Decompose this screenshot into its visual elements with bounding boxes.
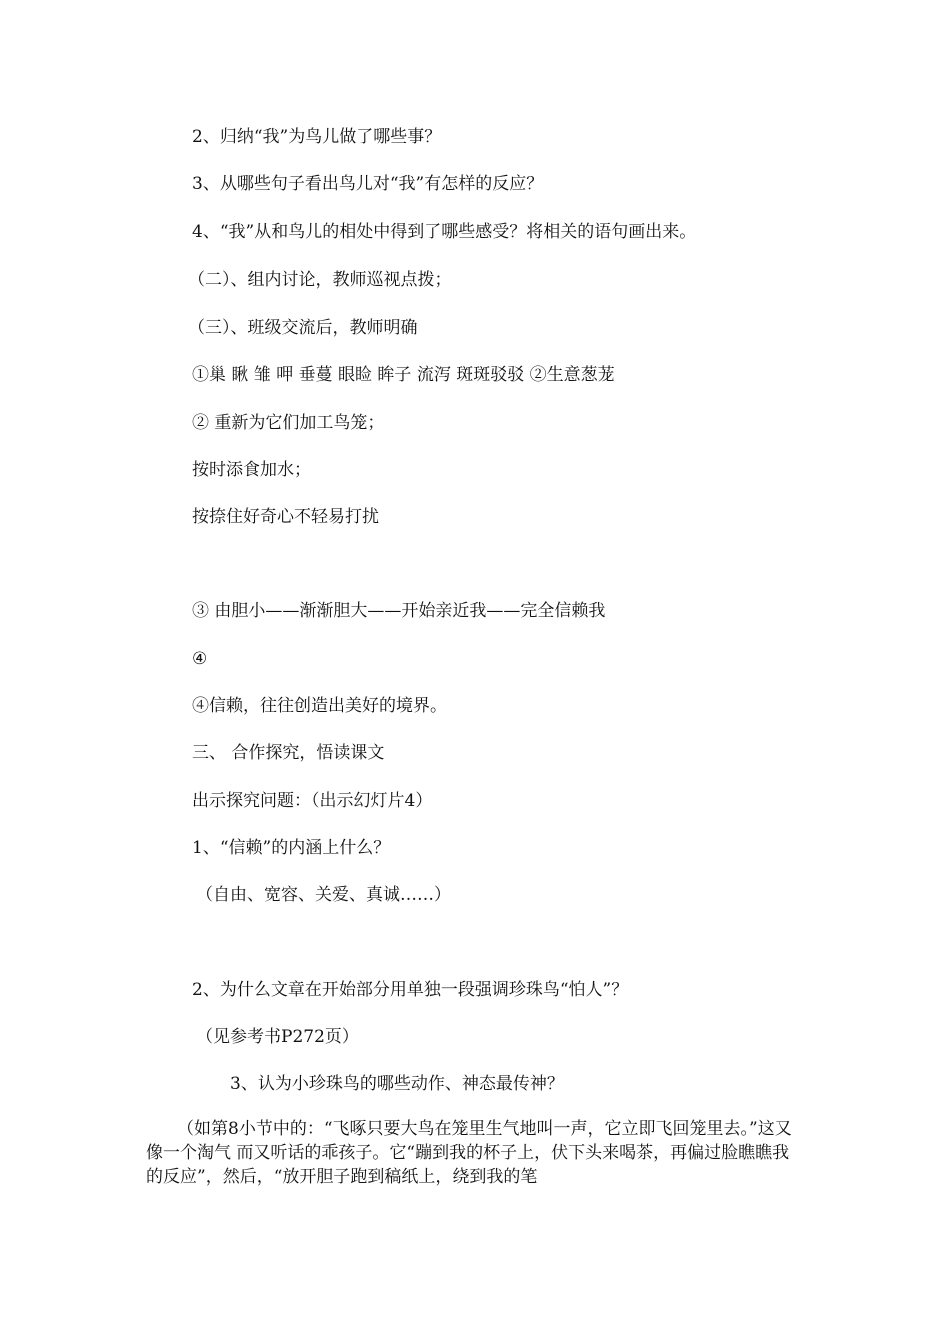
inquiry-question-2: 2、为什么文章在开始部分用单独一段强调珍珠鸟“怕人”？ (192, 980, 629, 1000)
step-three-line: （三）、班级交流后，教师明确 (188, 318, 418, 338)
step-two-line: （二）、组内讨论，教师巡视点拨； (188, 270, 452, 290)
inquiry-question-3: 3、认为小珍珠鸟的哪些动作、神态最传神？ (230, 1074, 564, 1094)
inquiry-answer-2: （见参考书P272页） (196, 1027, 359, 1047)
inquiry-question-1: 1、“信赖”的内涵上什么？ (192, 838, 391, 858)
question-4-line: 4、“我”从和鸟儿的相处中得到了哪些感受？将相关的语句画出来。 (192, 222, 697, 242)
answer-2-line: ② 重新为它们加工鸟笼； (192, 413, 385, 433)
answer-feed-line: 按时添食加水； (192, 460, 311, 480)
answer-4-line: ④信赖，往往创造出美好的境界。 (192, 696, 447, 716)
question-3-line: 3、从哪些句子看出鸟儿对“我”有怎样的反应？ (192, 174, 544, 194)
example-paragraph: （如第8小节中的：“飞啄只要大鸟在笼里生气地叫一声，它立即飞回笼里去。”这又像一个淘气 而又听话的乖孩子。它“蹦到我的杯子上，伏下头来喝茶，再偏过脸瞧瞧我的反应”，然后，“放开胆子跑到稿纸上，绕到我的笔 (146, 1119, 792, 1187)
section-three-heading: 三、 合作探究，悟读课文 (192, 743, 385, 763)
answer-3-line: ③ 由胆小——渐渐胆大——开始亲近我——完全信赖我 (192, 601, 606, 621)
answer-restraint-line: 按捺住好奇心不轻易打扰 (192, 507, 379, 527)
answer-4-empty-line: ④ (192, 649, 208, 669)
question-2-line: 2、归纳“我”为鸟儿做了哪些事？ (192, 127, 442, 147)
vocabulary-line: ①巢 瞅 雏 呷 垂蔓 眼睑 眸子 流泻 斑斑驳驳 ②生意葱茏 (192, 365, 615, 385)
inquiry-answer-1: （自由、宽容、关爱、真诚……） (196, 885, 451, 905)
inquiry-intro-line: 出示探究问题：（出示幻灯片4） (192, 791, 433, 811)
